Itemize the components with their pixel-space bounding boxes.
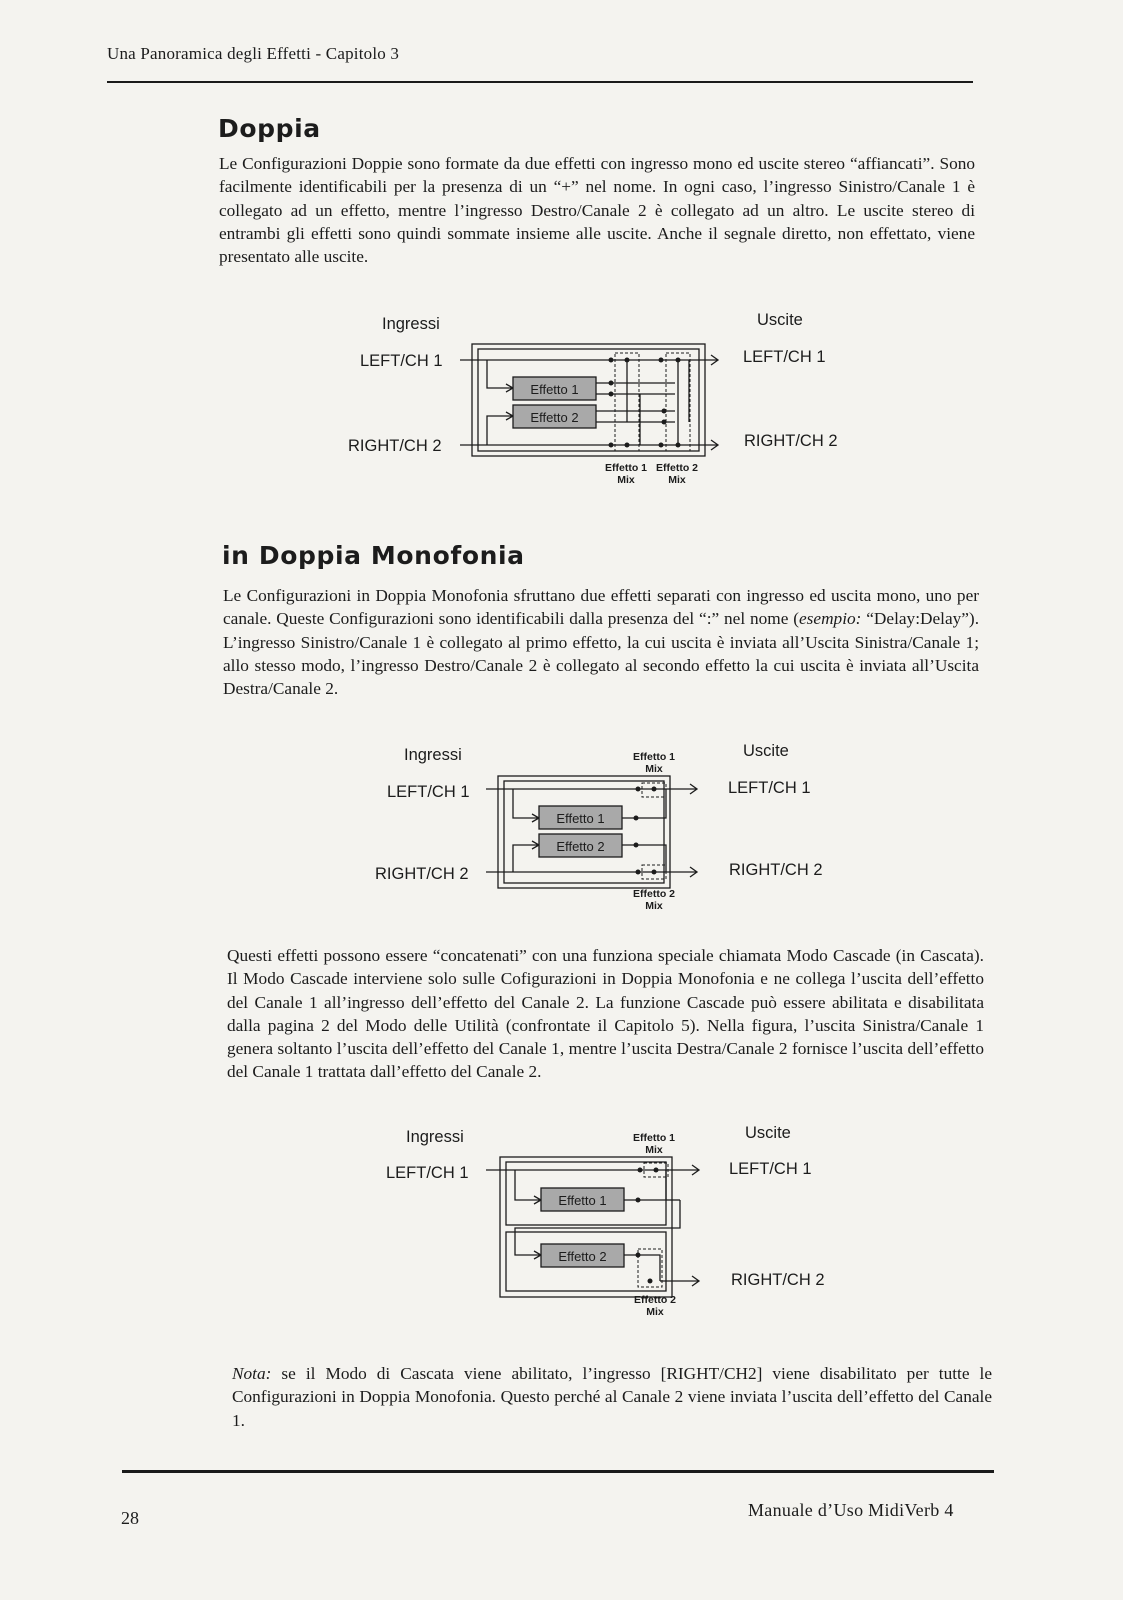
output-left-label: LEFT/CH 1 (728, 779, 811, 797)
mix-2-label-sub: Mix (668, 474, 686, 486)
diagram-label-inputs: Ingressi (382, 315, 440, 333)
output-right-label: RIGHT/CH 2 (729, 861, 823, 879)
routing-frame (500, 1157, 672, 1297)
paragraph-doppia: Le Configurazioni Doppie sono formate da due effetti con ingresso mono ed uscite stereo “affiancati”. Sono facilmente identificabili per la presenza di un “+” nel nome. In ogni caso, l’ingresso Sinistro/Canale 1 è collegato ad un effetto, mentre l’ingresso Destro/Canale 2 è collegato ad un altro. Le uscite stereo di entrambi gli effetti sono quindi sommate insieme alle uscite. Anche il segnale diretto, non effettato, viene presentato alle uscite. (219, 154, 975, 267)
mix-2-label-sub: Mix (645, 900, 663, 912)
section-title-doppia-monofonia: in Doppia Monofonia (222, 541, 525, 570)
input-left-label: LEFT/CH 1 (387, 783, 470, 801)
diagram-label-inputs: Ingressi (406, 1128, 464, 1146)
diagram-label-outputs: Uscite (745, 1124, 791, 1142)
mix-1-label-sub: Mix (645, 763, 663, 775)
manual-title: Manuale d’Uso MidiVerb 4 (748, 1500, 954, 1520)
footer-rule (122, 1470, 994, 1473)
mix-2-label: Effetto 2 (656, 462, 698, 474)
junction (636, 1198, 641, 1203)
diagram-label-outputs: Uscite (743, 742, 789, 760)
effect-2-label: Effetto 2 (558, 1249, 607, 1264)
mix-1-label: Effetto 1 (633, 751, 675, 763)
input-right-label: RIGHT/CH 2 (348, 437, 442, 455)
note-paragraph (232, 1362, 992, 1432)
mix-1-label-sub: Mix (617, 474, 635, 486)
mix-2-label-sub: Mix (646, 1306, 664, 1318)
output-right-label: RIGHT/CH 2 (744, 432, 838, 450)
input-left-label: LEFT/CH 1 (386, 1164, 469, 1182)
output-left-label: LEFT/CH 1 (743, 348, 826, 366)
effect-2-label: Effetto 2 (530, 410, 579, 425)
effect-2-label: Effetto 2 (556, 839, 605, 854)
fx2-to-mix (624, 1255, 660, 1281)
junction (648, 1279, 653, 1284)
fx1-to-mix (624, 1170, 666, 1200)
running-header: Una Panoramica degli Effetti - Capitolo 3 (107, 44, 400, 63)
mix-1-label: Effetto 1 (633, 1132, 675, 1144)
mix-2-label: Effetto 2 (634, 1294, 676, 1306)
junction (636, 1253, 641, 1258)
junction (654, 1168, 659, 1173)
paragraph-part-b: “Delay:Delay”). L’ingresso Sinistro/Canale 1 è collegato al primo effetto, la cui uscita è inviata all’Uscita Sinistra/Canale 1; allo stesso modo, l’ingresso Destro/Canale 2 è collegato al secondo effetto la cui uscita è inviata all’Uscita Destra/Canale 2. (223, 609, 980, 699)
diagram-label-inputs: Ingressi (404, 746, 462, 764)
output-arrow-left (685, 1165, 699, 1175)
paragraph-cascade: Questi effetti possono essere “concatenati” con una funziona speciale chiamata Modo Cascade (in Cascata). Il Modo Cascade interviene solo sulle Cofigurazioni in Doppia Monofonia e ne collega l’uscita dell’effetto del Canale 1 all’ingresso dell’effetto del Canale 2. La funzione Cascade può essere abilitata e disabilitata dalla pagina 2 del Modo delle Utilità (confrontate il Capitolo 5). Nella figura, l’uscita Sinistra/Canale 1 genera soltanto l’uscita dell’effetto del Canale 1, mentre l’uscita Destra/Canale 2 fornisce l’uscita dell’effetto del Canale 1 trattata dall’effetto del Canale 2. (227, 946, 984, 1082)
page-number: 28 (121, 1508, 139, 1528)
note-label: Nota: (232, 1364, 272, 1383)
output-right-label: RIGHT/CH 2 (731, 1271, 825, 1289)
mix-2-label: Effetto 2 (633, 888, 675, 900)
note-text: se il Modo di Cascata viene abilitato, l’ingresso [RIGHT/CH2] viene disabilitato per tutte le Configurazioni in Doppia Monofonia. Questo perché al Canale 2 viene inviata l’uscita dell’effetto del Canale 1. (232, 1364, 992, 1430)
section-title-doppia: Doppia (218, 114, 321, 143)
example-label: esempio: (799, 609, 862, 629)
mix-1-label-sub: Mix (645, 1144, 663, 1156)
mix-1-label: Effetto 1 (605, 462, 647, 474)
effect-1-label: Effetto 1 (530, 382, 579, 397)
input-right-label: RIGHT/CH 2 (375, 865, 469, 883)
paragraph-part-a: Le Configurazioni in Doppia Monofonia sfruttano due effetti separati con ingresso ed uscita mono, uno per canale. Queste Configurazioni sono identificabili dalla presenza del “:” nel nome ( (223, 586, 979, 629)
effect-1-label: Effetto 1 (558, 1193, 607, 1208)
output-arrow-right (685, 1276, 699, 1286)
junction (638, 1168, 643, 1173)
output-left-label: LEFT/CH 1 (729, 1160, 812, 1178)
input-left-label: LEFT/CH 1 (360, 352, 443, 370)
diagram-label-outputs: Uscite (757, 311, 803, 329)
effect-1-label: Effetto 1 (556, 811, 605, 826)
route-to-fx1 (515, 1170, 541, 1204)
